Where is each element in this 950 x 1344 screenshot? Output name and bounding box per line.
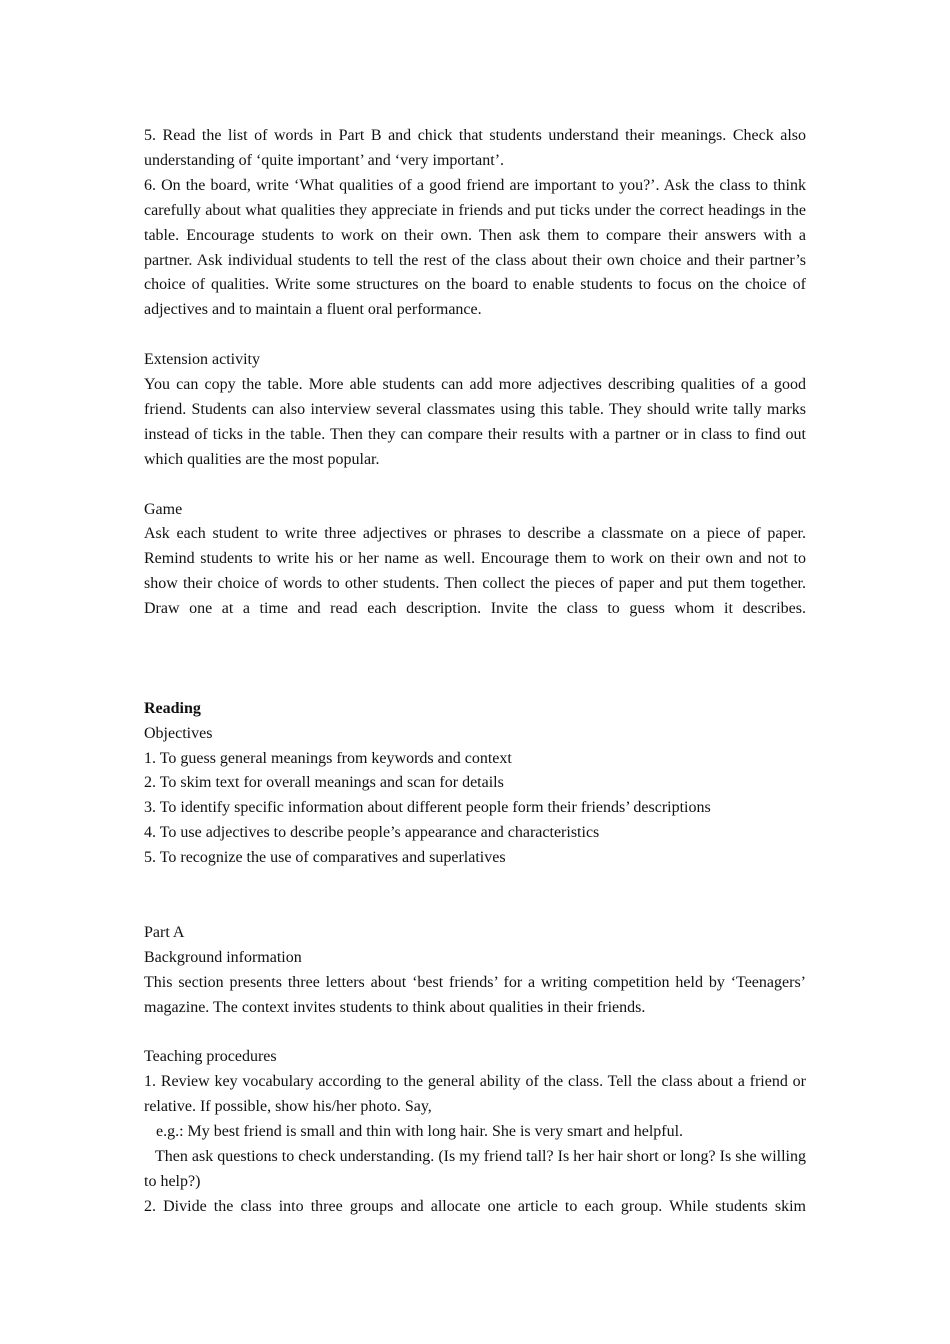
document-page [144,124,806,1220]
spacer [144,896,806,921]
followup-text: Then ask questions to check understanding. (Is my friend tall? Is her hair short or long? Is she willing to help?) [144,1148,806,1190]
game-body: Ask each student to write three adjectives or phrases to describe a classmate on a piece of paper. Remind students to write his or her name as well. Encourage them to work on their own and not to show their choice of words to other students. Then collect the pieces of paper and put them together. Draw one at a time and read each description. Invite the class to guess whom it describes. [144,525,806,618]
objective-item: 3. To identify specific information about different people form their friends’ descriptions [144,799,711,817]
spacer [144,647,806,672]
objectives-heading: Objectives [144,724,213,742]
reading-heading: Reading [144,699,201,717]
procedure-step-6: 6. On the board, write ‘What qualities of a good friend are important to you?’. Ask the class to think carefully about what qualities they appreciate in friends and put ticks under the correct headings in the table. Encourage students to work on their own. Then ask them to compare their answers with a partner. Ask individual students to tell the rest of the class about their own choice and their partner’s choice of qualities. Write some structures on the board to enable students to focus on the choice of adjectives and to maintain a fluent oral performance. [144,176,806,319]
background-body: This section presents three letters about ‘best friends’ for a writing competition held by ‘Teenagers’ magazine. The context invites students to think about qualities in their friends. [144,973,806,1016]
extension-body: You can copy the table. More able students can add more adjectives describing qualities of a good friend. Students can also interview several classmates using this table. They should write tally marks instead of ticks in the table. Then they can compare their results with a partner or in class to find out which qualities are the most popular. [144,376,806,468]
spacer [144,871,806,896]
spacer [144,622,806,647]
procedure-step-2: 2. Divide the class into three groups and allocate one article to each group. While students skim [144,1197,806,1215]
spacer [144,1021,806,1046]
extension-heading: Extension activity [144,351,260,369]
game-heading: Game [144,500,183,518]
spacer [144,672,806,697]
background-heading: Background information [144,948,302,966]
objective-item: 4. To use adjectives to describe people’s appearance and characteristics [144,824,600,842]
procedure-step-1-followup [144,1145,806,1195]
objective-item: 2. To skim text for overall meanings and scan for details [144,774,504,792]
objective-item: 1. To guess general meanings from keywords and context [144,749,512,767]
procedure-step-5: 5. Read the list of words in Part B and chick that students understand their meanings. Check also understanding of ‘quite important’ and ‘very important’. [144,127,806,169]
spacer [144,473,806,498]
procedure-step-1: 1. Review key vocabulary according to the general ability of the class. Tell the class about a friend or relative. If possible, show his/her photo. Say, [144,1073,806,1116]
objective-item: 5. To recognize the use of comparatives and superlatives [144,849,506,867]
procedures-heading: Teaching procedures [144,1048,277,1066]
part-a-heading: Part A [144,923,185,941]
example-sentence: e.g.: My best friend is small and thin with long hair. She is very smart and helpful. [156,1123,684,1141]
spacer [144,323,806,348]
